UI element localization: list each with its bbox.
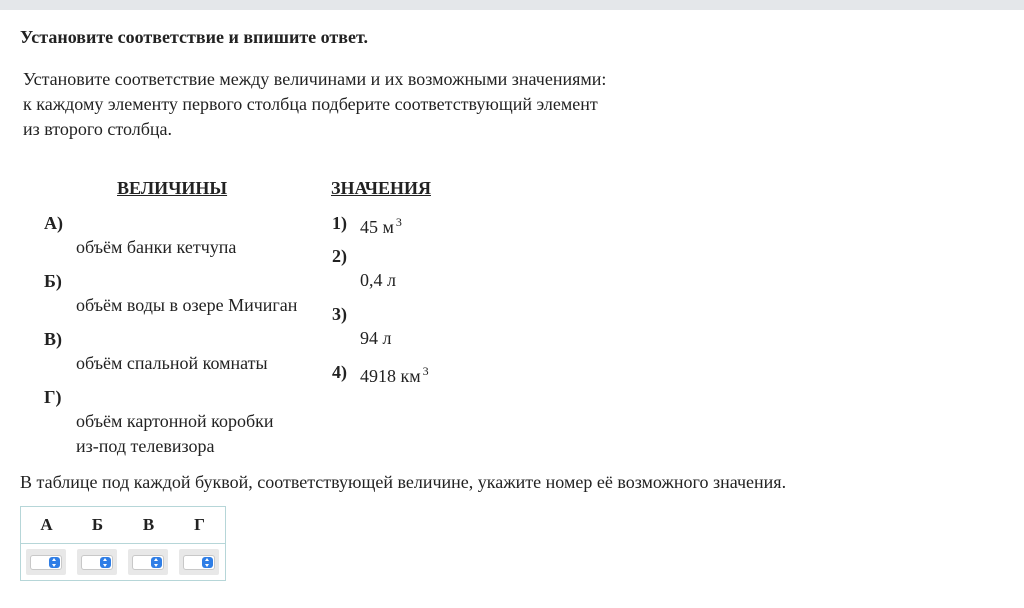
value-text-2: 0,4 л [360, 270, 396, 290]
answer-header-g: Г [194, 515, 205, 534]
top-bar [0, 0, 1024, 10]
value-main: 45 м [360, 217, 394, 237]
answer-select-b[interactable] [81, 555, 113, 570]
answer-cell-g [179, 549, 219, 575]
value-number-1: 1) [332, 213, 347, 233]
value-text-3: 94 л [360, 328, 392, 348]
answer-select-a[interactable] [30, 555, 62, 570]
quantity-letter-a: А) [44, 213, 63, 233]
value-number-4: 4) [332, 362, 347, 382]
quantity-text-b: объём воды в озере Мичиган [76, 295, 298, 315]
answer-header-v: В [142, 515, 155, 534]
chevron-updown-icon[interactable] [49, 557, 60, 568]
prompt-line: к каждому элементу первого столбца подберите соответствующий элемент [23, 94, 598, 114]
quantity-text-v: объём спальной комнаты [76, 353, 268, 373]
answer-table-header [21, 507, 225, 544]
answer-cell-a [26, 549, 66, 575]
answer-instruction: В таблице под каждой буквой, соответствующей величине, укажите номер её возможного значения. [20, 472, 787, 492]
value-number-3: 3) [332, 304, 347, 324]
answer-header-a: А [40, 515, 53, 534]
value-main: 4918 км [360, 366, 421, 386]
quantity-text-line: объём картонной коробки [76, 411, 274, 431]
chevron-updown-icon[interactable] [151, 557, 162, 568]
answer-table [20, 506, 226, 581]
chevron-updown-icon[interactable] [100, 557, 111, 568]
answer-cell-b [77, 549, 117, 575]
quantities-header: ВЕЛИЧИНЫ [117, 178, 228, 198]
values-header: ЗНАЧЕНИЯ [331, 178, 431, 198]
answer-select-v[interactable] [132, 555, 164, 570]
quantity-letter-g: Г) [44, 387, 62, 407]
quantity-text-a: объём банки кетчупа [76, 237, 237, 257]
prompt-line: из второго столбца. [23, 119, 173, 139]
chevron-updown-icon[interactable] [202, 557, 213, 568]
answer-cell-v [128, 549, 168, 575]
quantity-text-line: из-под телевизора [76, 436, 215, 456]
prompt-line: Установите соответствие между величинами и их возможными значениями: [23, 69, 607, 89]
value-text-4 [360, 359, 429, 389]
task-prompt [23, 67, 643, 142]
value-text-1 [360, 210, 402, 240]
value-number-2: 2) [332, 246, 347, 266]
answer-select-g[interactable] [183, 555, 215, 570]
quantity-letter-v: В) [44, 329, 62, 349]
answer-header-b: Б [91, 515, 104, 534]
task-title: Установите соответствие и впишите ответ. [20, 27, 368, 47]
quantity-letter-b: Б) [44, 271, 62, 291]
value-exponent: 3 [395, 215, 402, 229]
quantity-text-g [76, 409, 274, 459]
value-exponent: 3 [422, 364, 429, 378]
